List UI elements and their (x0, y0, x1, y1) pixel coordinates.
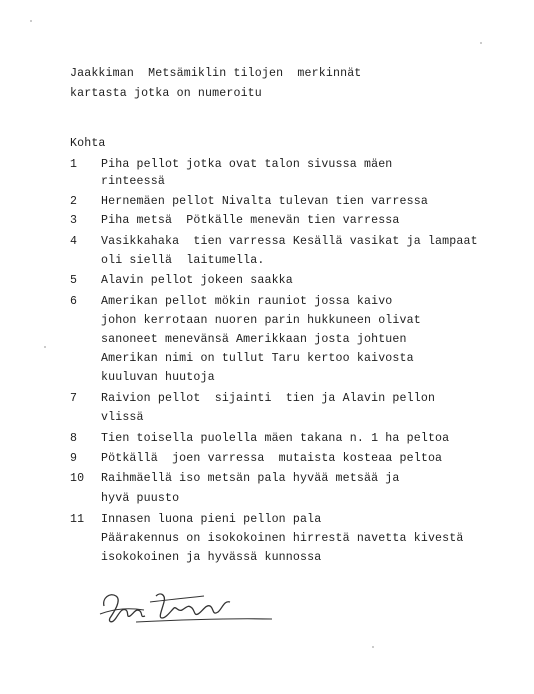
title-line-1: Jaakkiman Metsämiklin tilojen merkinnät (70, 67, 362, 80)
entry-text-line: hyvä puusto (101, 492, 180, 505)
entry-number: 6 (70, 295, 78, 308)
entry-text-line: isokokoinen ja hyvässä kunnossa (101, 551, 322, 564)
entry-number: 3 (70, 214, 78, 227)
entry-number: 11 (70, 513, 85, 526)
entry-text-line: Innasen luona pieni pellon pala (101, 513, 322, 526)
paper-speck (44, 346, 46, 348)
entry-number: 10 (70, 472, 85, 485)
entry-text-line: Vasikkahaka tien varressa Kesällä vasikat ja lampaat (101, 235, 478, 248)
entry-text-line: Päärakennus on isokokoinen hirrestä navetta kivestä (101, 532, 464, 545)
entry-text-line: rinteessä (101, 175, 165, 188)
entry-number: 4 (70, 235, 78, 248)
paper-speck (480, 42, 482, 44)
entry-text-line: Raihmäellä iso metsän pala hyvää metsää ja (101, 472, 400, 485)
entry-text-line: oli siellä laitumella. (101, 254, 265, 267)
entry-number: 5 (70, 274, 78, 287)
entry-text-line: Alavin pellot jokeen saakka (101, 274, 293, 287)
entry-text-line: Piha pellot jotka ovat talon sivussa mäen (101, 158, 393, 171)
paper-speck (372, 646, 374, 648)
entry-number: 9 (70, 452, 78, 465)
entry-number: 2 (70, 195, 78, 208)
title-line-2: kartasta jotka on numeroitu (70, 87, 262, 100)
entry-text-line: johon kerrotaan nuoren parin hukkuneen olivat (101, 314, 421, 327)
entry-text-line: Raivion pellot sijainti tien ja Alavin pellon (101, 392, 436, 405)
entry-number: 7 (70, 392, 78, 405)
section-label: Kohta (70, 137, 106, 150)
entry-text-line: kuuluvan huutoja (101, 371, 215, 384)
entry-text-line: Pötkällä joen varressa mutaista kosteaa peltoa (101, 452, 443, 465)
entry-number: 1 (70, 158, 78, 171)
entry-text-line: Amerikan nimi on tullut Taru kertoo kaivosta (101, 352, 414, 365)
entry-text-line: Piha metsä Pötkälle menevän tien varressa (101, 214, 400, 227)
entry-text-line: Hernemäen pellot Nivalta tulevan tien varressa (101, 195, 428, 208)
entry-text-line: Amerikan pellot mökin rauniot jossa kaivo (101, 295, 393, 308)
entry-text-line: Tien toisella puolella mäen takana n. 1 ha peltoa (101, 432, 450, 445)
entry-text-line: sanoneet menevänsä Amerikkaan josta johtuen (101, 333, 407, 346)
paper-speck (30, 20, 32, 22)
signature-icon (96, 578, 276, 628)
entry-number: 8 (70, 432, 78, 445)
entry-text-line: vlissä (101, 411, 144, 424)
